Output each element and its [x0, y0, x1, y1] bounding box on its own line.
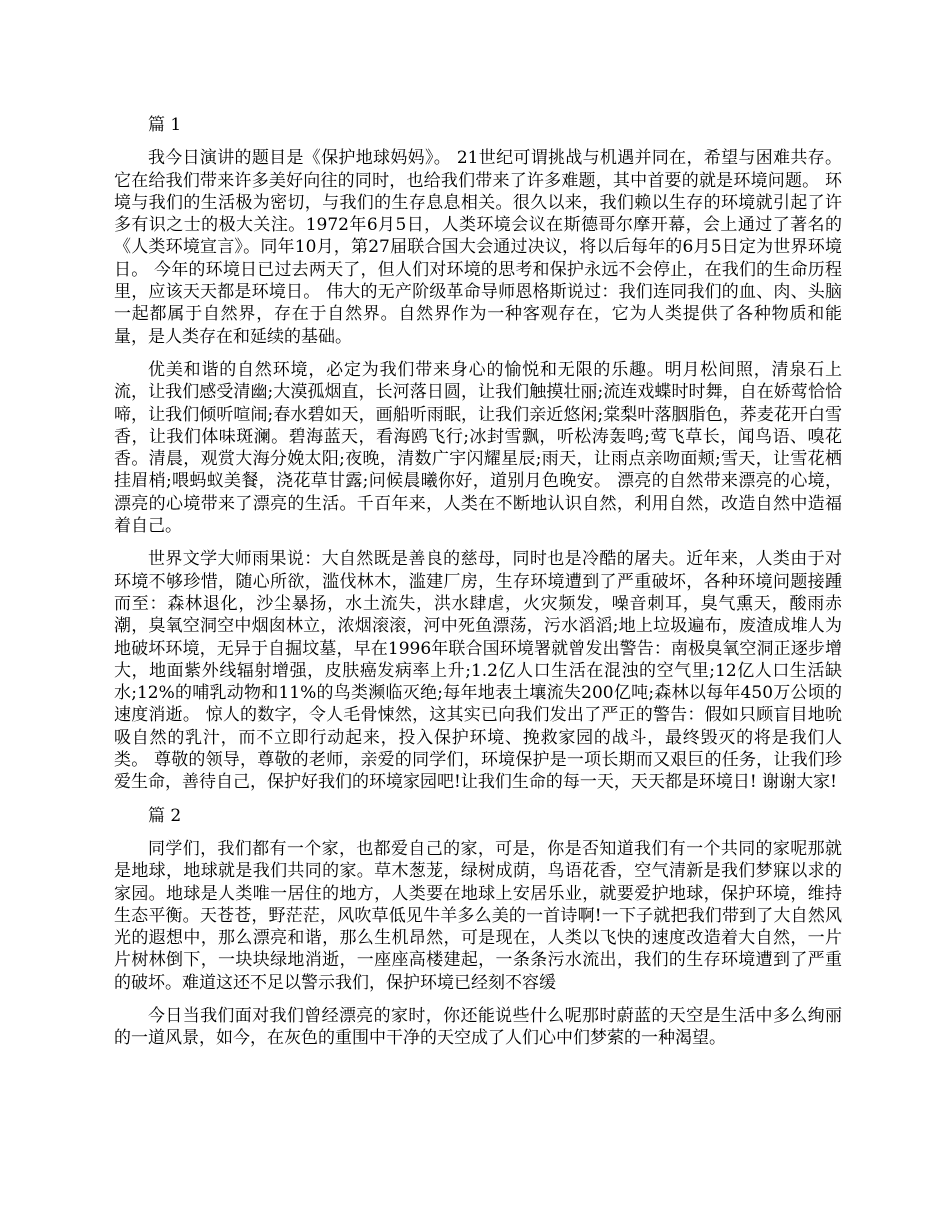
- section-1: [114, 114, 842, 794]
- section-2: [114, 805, 842, 1050]
- section-heading: 篇 1: [148, 115, 182, 135]
- paragraph: 优美和谐的自然环境，必定为我们带来身心的愉悦和无限的乐趣。明月松间照，清泉石上流，让我们感受清幽;大漠孤烟直，长河落日圆，让我们触摸壮丽;流连戏蝶时时舞，自在娇莺恰恰啼，让我们倾听喧闹;春水碧如天，画船听雨眠，让我们亲近悠闲;棠梨叶落胭脂色，荞麦花开白雪香，让我们体味斑澜。碧海蓝天，看海鸥飞行;冰封雪飘，听松涛轰鸣;莺飞草长，闻鸟语、嗅花香。清晨，观赏大海分娩太阳;夜晚，清数广宇闪耀星辰;雨天，让雨点亲吻面颊;雪天，让雪花栖挂眉梢;喂蚂蚁美餐，浇花草甘露;问候晨曦你好，道别月色晚安。 漂亮的自然带来漂亮的心境，漂亮的心境带来了漂亮的生活。千百年来，人类在不断地认识自然，利用自然，改造自然中造福着自己。: [114, 359, 843, 537]
- section-heading: 篇 2: [148, 805, 182, 826]
- paragraph: 今日当我们面对我们曾经漂亮的家时，你还能说些什么呢那时蔚蓝的天空是生活中多么绚丽的一道风景，如今，在灰色的重围中干净的天空成了人们心中们梦萦的一种渴望。: [114, 1005, 842, 1049]
- paragraph: 同学们，我们都有一个家，也都爱自己的家，可是，你是否知道我们有一个共同的家呢那就是地球，地球就是我们共同的家。草木葱茏，绿树成荫，鸟语花香，空气清新是我们梦寐以求的家园。地球是人类唯一居住的地方，人类要在地球上安居乐业，就要爱护地球，保护环境，维持生态平衡。天苍苍，野茫茫，风吹草低见牛羊多么美的一首诗啊!一下子就把我们带到了大自然风光的遐想中，那么漂亮和谐，那么生机昂然，可是现在，人类以飞快的速度改造着大自然，一片片树林倒下，一块块绿地消逝，一座座高楼建起，一条条污水流出，我们的生存环境遭到了严重的破坏。难道这还不足以警示我们，保护环境已经刻不容缓: [114, 838, 842, 993]
- document-page: [114, 114, 842, 1061]
- paragraph: 世界文学大师雨果说：大自然既是善良的慈母，同时也是冷酷的屠夫。近年来，人类由于对环境不够珍惜，随心所欲，滥伐林木，滥建厂房，生存环境遭到了严重破坏，各种环境问题接踵而至：森林退化，沙尘暴扬，水土流失，洪水肆虐，火灾频发，噪音刺耳，臭气熏天，酸雨赤潮，臭氧空洞空中烟囱林立，浓烟滚滚，河中死鱼漂荡，污水滔滔;地上垃圾遍布，废渣成堆人为地破坏环境，无异于自掘坟墓，早在1996年联合国环境署就曾发出警告：南极臭氧空洞正逐步增大，地面紫外线辐射增强，皮肤癌发病率上升;1.2亿人口生活在混浊的空气里;12亿人口生活缺水;12%的哺乳动物和11%的鸟类濒临灭绝;每年地表土壤流失200亿吨;森林以每年450万公顷的速度消逝。 惊人的数字，令人毛骨悚然，这其实已向我们发出了严正的警告：假如只顾盲目地吮吸自然的乳汁，而不立即行动起来，投入保护环境、挽救家园的战斗，最终毁灭的将是我们人类。 尊敬的领导，尊敬的老师，亲爱的同学们，环境保护是一项长期而又艰巨的任务，让我们珍爱生命，善待自己，保护好我们的环境家园吧!让我们生命的每一天，天天都是环境日! 谢谢大家!: [114, 549, 842, 793]
- paragraph: 我今日演讲的题目是《保护地球妈妈》。 21世纪可谓挑战与机遇并同在，希望与困难共存。它在给我们带来许多美好向往的同时，也给我们带来了许多难题，其中首要的就是环境问题。 环境与我们的生活极为密切，与我们的生存息息相关。很久以来，我们赖以生存的环境就引起了许多有识之士的极大关注。1972年6月5日，人类环境会议在斯德哥尔摩开幕，会上通过了著名的《人类环境宣言》。同年10月，第27届联合国大会通过决议，将以后每年的6月5日定为世界环境日。 今年的环境日已过去两天了，但人们对环境的思考和保护永远不会停止，在我们的生命历程里，应该天天都是环境日。 伟大的无产阶级革命导师恩格斯说过：我们连同我们的血、肉、头脑一起都属于自然界，存在于自然界。自然界作为一种客观存在，它为人类提供了各种物质和能量，是人类存在和延续的基础。: [114, 148, 842, 347]
